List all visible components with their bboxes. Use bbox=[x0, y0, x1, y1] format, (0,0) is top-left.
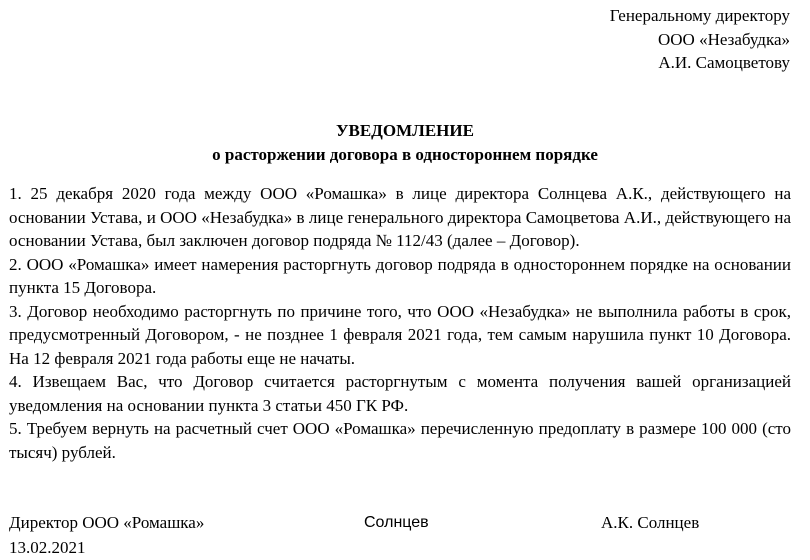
handwritten-signature: Солнцев bbox=[364, 514, 429, 531]
document-title-block bbox=[0, 119, 810, 167]
paragraph-2: 2. ООО «Ромашка» имеет намерения расторгнуть договор подряда в одностороннем порядке на основании пункта 15 Договора. bbox=[9, 254, 791, 297]
signatory-position: Директор ООО «Ромашка» bbox=[9, 513, 205, 532]
document-subheading: о расторжении договора в одностороннем порядке bbox=[212, 145, 598, 164]
addressee-position: Генеральному директору bbox=[609, 6, 790, 25]
document-date: 13.02.2021 bbox=[9, 538, 86, 557]
paragraph-5: 5. Требуем вернуть на расчетный счет ООО «Ромашка» перечисленную предоплату в размере 100 000 (сто тысяч) рублей. bbox=[9, 419, 791, 462]
paragraph-4: 4. Извещаем Вас, что Договор считается расторгнутым с момента получения вашей организацией уведомления на основании пункта 3 статьи 450 ГК РФ. bbox=[9, 372, 791, 415]
signatory-name: А.К. Солнцев bbox=[601, 513, 700, 532]
addressee-name: А.И. Самоцветову bbox=[658, 53, 790, 72]
document-body bbox=[9, 182, 791, 464]
signature-row bbox=[9, 511, 791, 535]
paragraph-3: 3. Договор необходимо расторгнуть по причине того, что ООО «Незабудка» не выполнила работы в срок, предусмотренный Договором, - не позднее 1 февраля 2021 года, тем самым нарушила пункт 10 Договора. На 12 февраля 2021 года работы еще не начаты. bbox=[9, 301, 791, 368]
paragraph-1: 1. 25 декабря 2020 года между ООО «Ромашка» в лице директора Солнцева А.К., действующего на основании Устава, и ООО «Незабудка» в лице генерального директора Самоцветова А.И., действующего на основании Устава, был заключен договор подряда № 112/43 (далее – Договор). bbox=[9, 184, 791, 250]
addressee-block bbox=[610, 4, 790, 75]
addressee-company: ООО «Незабудка» bbox=[658, 29, 790, 49]
document-heading: УВЕДОМЛЕНИЕ bbox=[336, 121, 474, 140]
